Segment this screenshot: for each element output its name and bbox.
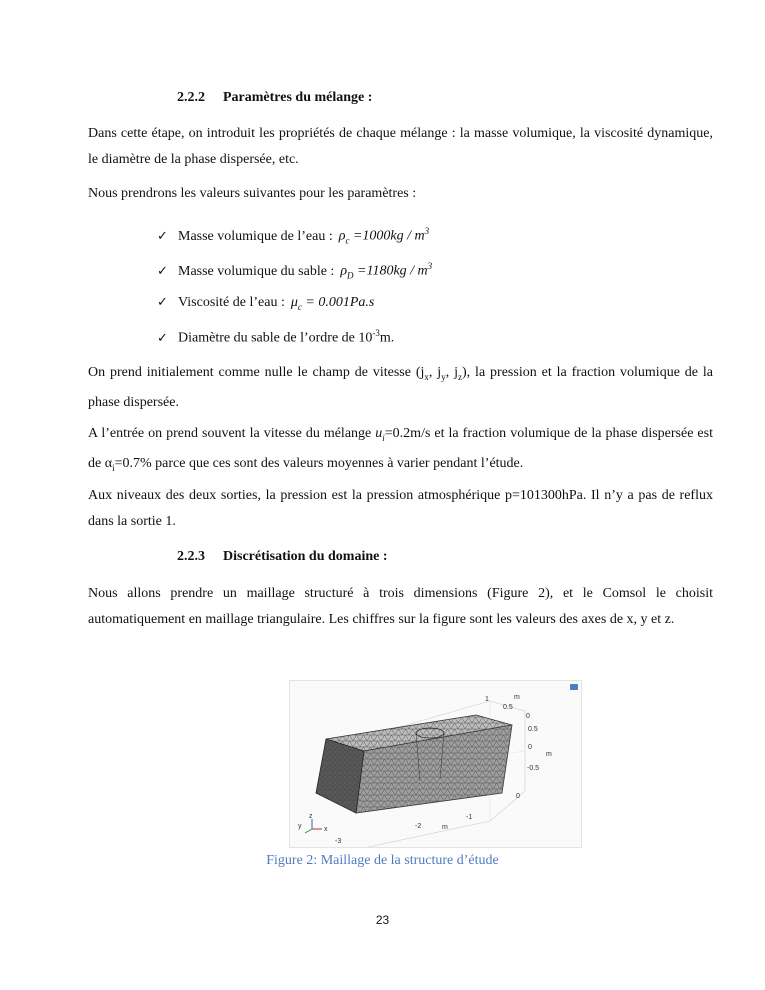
- section-number: 2.2.3: [177, 549, 205, 564]
- axis-unit-label: m: [442, 824, 448, 831]
- mesh-3d-image: [290, 681, 581, 847]
- section-title: Paramètres du mélange :: [223, 90, 373, 105]
- bullet-sand-diameter: [157, 328, 394, 347]
- section-heading-2-2-2: [177, 90, 372, 106]
- bullet-water-density: [157, 226, 429, 245]
- paragraph-initial-conditions: On prend initialement comme nulle le champ de vitesse ($j_x$, $j_y$, $j_z$), la pression et la fraction volumique de la phase dispersée.: [88, 365, 714, 410]
- paragraph-outlets: Aux niveaux des deux sorties, la pression est la pression atmosphérique p=101300hPa. Il n’y a pas de reflux dans la sortie 1.: [88, 488, 713, 529]
- bullet-label: Viscosité de l’eau :: [178, 295, 285, 310]
- axis-tick-label: -3: [335, 838, 342, 845]
- axis-tick-label: 0.5: [503, 704, 513, 711]
- page-number: 23: [375, 913, 390, 927]
- axis-tick-label: 1: [485, 696, 489, 703]
- axis-tick-label: 0: [526, 713, 530, 720]
- axis-triad: [298, 813, 328, 833]
- paragraph-intro: Dans cette étape, on introduit les propriétés de chaque mélange : la masse volumique, la viscosité dynamique, le diamètre de la phase dispersée, etc.: [88, 126, 713, 167]
- figure-caption: Figure 2: Maillage de la structure d’étude: [266, 853, 499, 868]
- bullet-label: Masse volumique de l’eau :: [178, 228, 333, 244]
- axis-tick-label: 0: [528, 744, 532, 751]
- section-number: 2.2.2: [177, 90, 205, 105]
- triad-x-label: x: [324, 826, 328, 833]
- mesh-figure: [289, 680, 582, 848]
- view-icon: [570, 684, 578, 690]
- section-heading-2-2-3: [177, 549, 388, 565]
- paragraph-inlet: A l’entrée on prend souvent la vitesse du mélange $u_i=0.2m/s$ et la fraction volumique de la phase dispersée est de $\alpha_i=0.7\%$ parce que ces sont des valeurs moyennes à varier pendant l’étude.: [88, 426, 713, 473]
- triad-y-label: y: [298, 823, 302, 830]
- checkmark-icon: ✓: [157, 330, 168, 346]
- checkmark-icon: ✓: [157, 295, 168, 310]
- axis-tick-label: -0.5: [527, 765, 540, 772]
- axis-tick-label: 0: [516, 793, 520, 800]
- equation: $\mu_c = 0.001Pa.s$: [290, 295, 375, 312]
- axis-tick-label: 0.5: [528, 726, 538, 733]
- axis-unit-label: m: [514, 694, 520, 701]
- paragraph-values: Nous prendrons les valeurs suivantes pour les paramètres :: [88, 186, 417, 201]
- bullet-sand-density: [157, 261, 432, 280]
- checkmark-icon: ✓: [157, 228, 168, 244]
- axis-tick-label: -2: [415, 823, 422, 830]
- paragraph-mesh: Nous allons prendre un maillage structuré à trois dimensions (Figure 2), et le Comsol le choisit automatiquement en maillage triangulaire. Les chiffres sur la figure sont les valeurs des axes de x, y et z.: [88, 586, 713, 627]
- axis-tick-label: -1: [466, 814, 473, 821]
- bullet-water-viscosity: [157, 295, 374, 312]
- axis-unit-label: m: [546, 751, 552, 758]
- equation: $\rho_D =1180kg / m^3$: [340, 261, 433, 281]
- equation: $\rho_c =1000kg / m^3$: [338, 226, 430, 246]
- checkmark-icon: ✓: [157, 263, 168, 279]
- bullet-label: Masse volumique du sable :: [178, 263, 335, 279]
- bullet-text: Diamètre du sable de l’ordre de $10^{-3}m$.: [178, 328, 395, 346]
- section-title: Discrétisation du domaine :: [223, 549, 388, 564]
- triad-z-label: z: [309, 813, 313, 820]
